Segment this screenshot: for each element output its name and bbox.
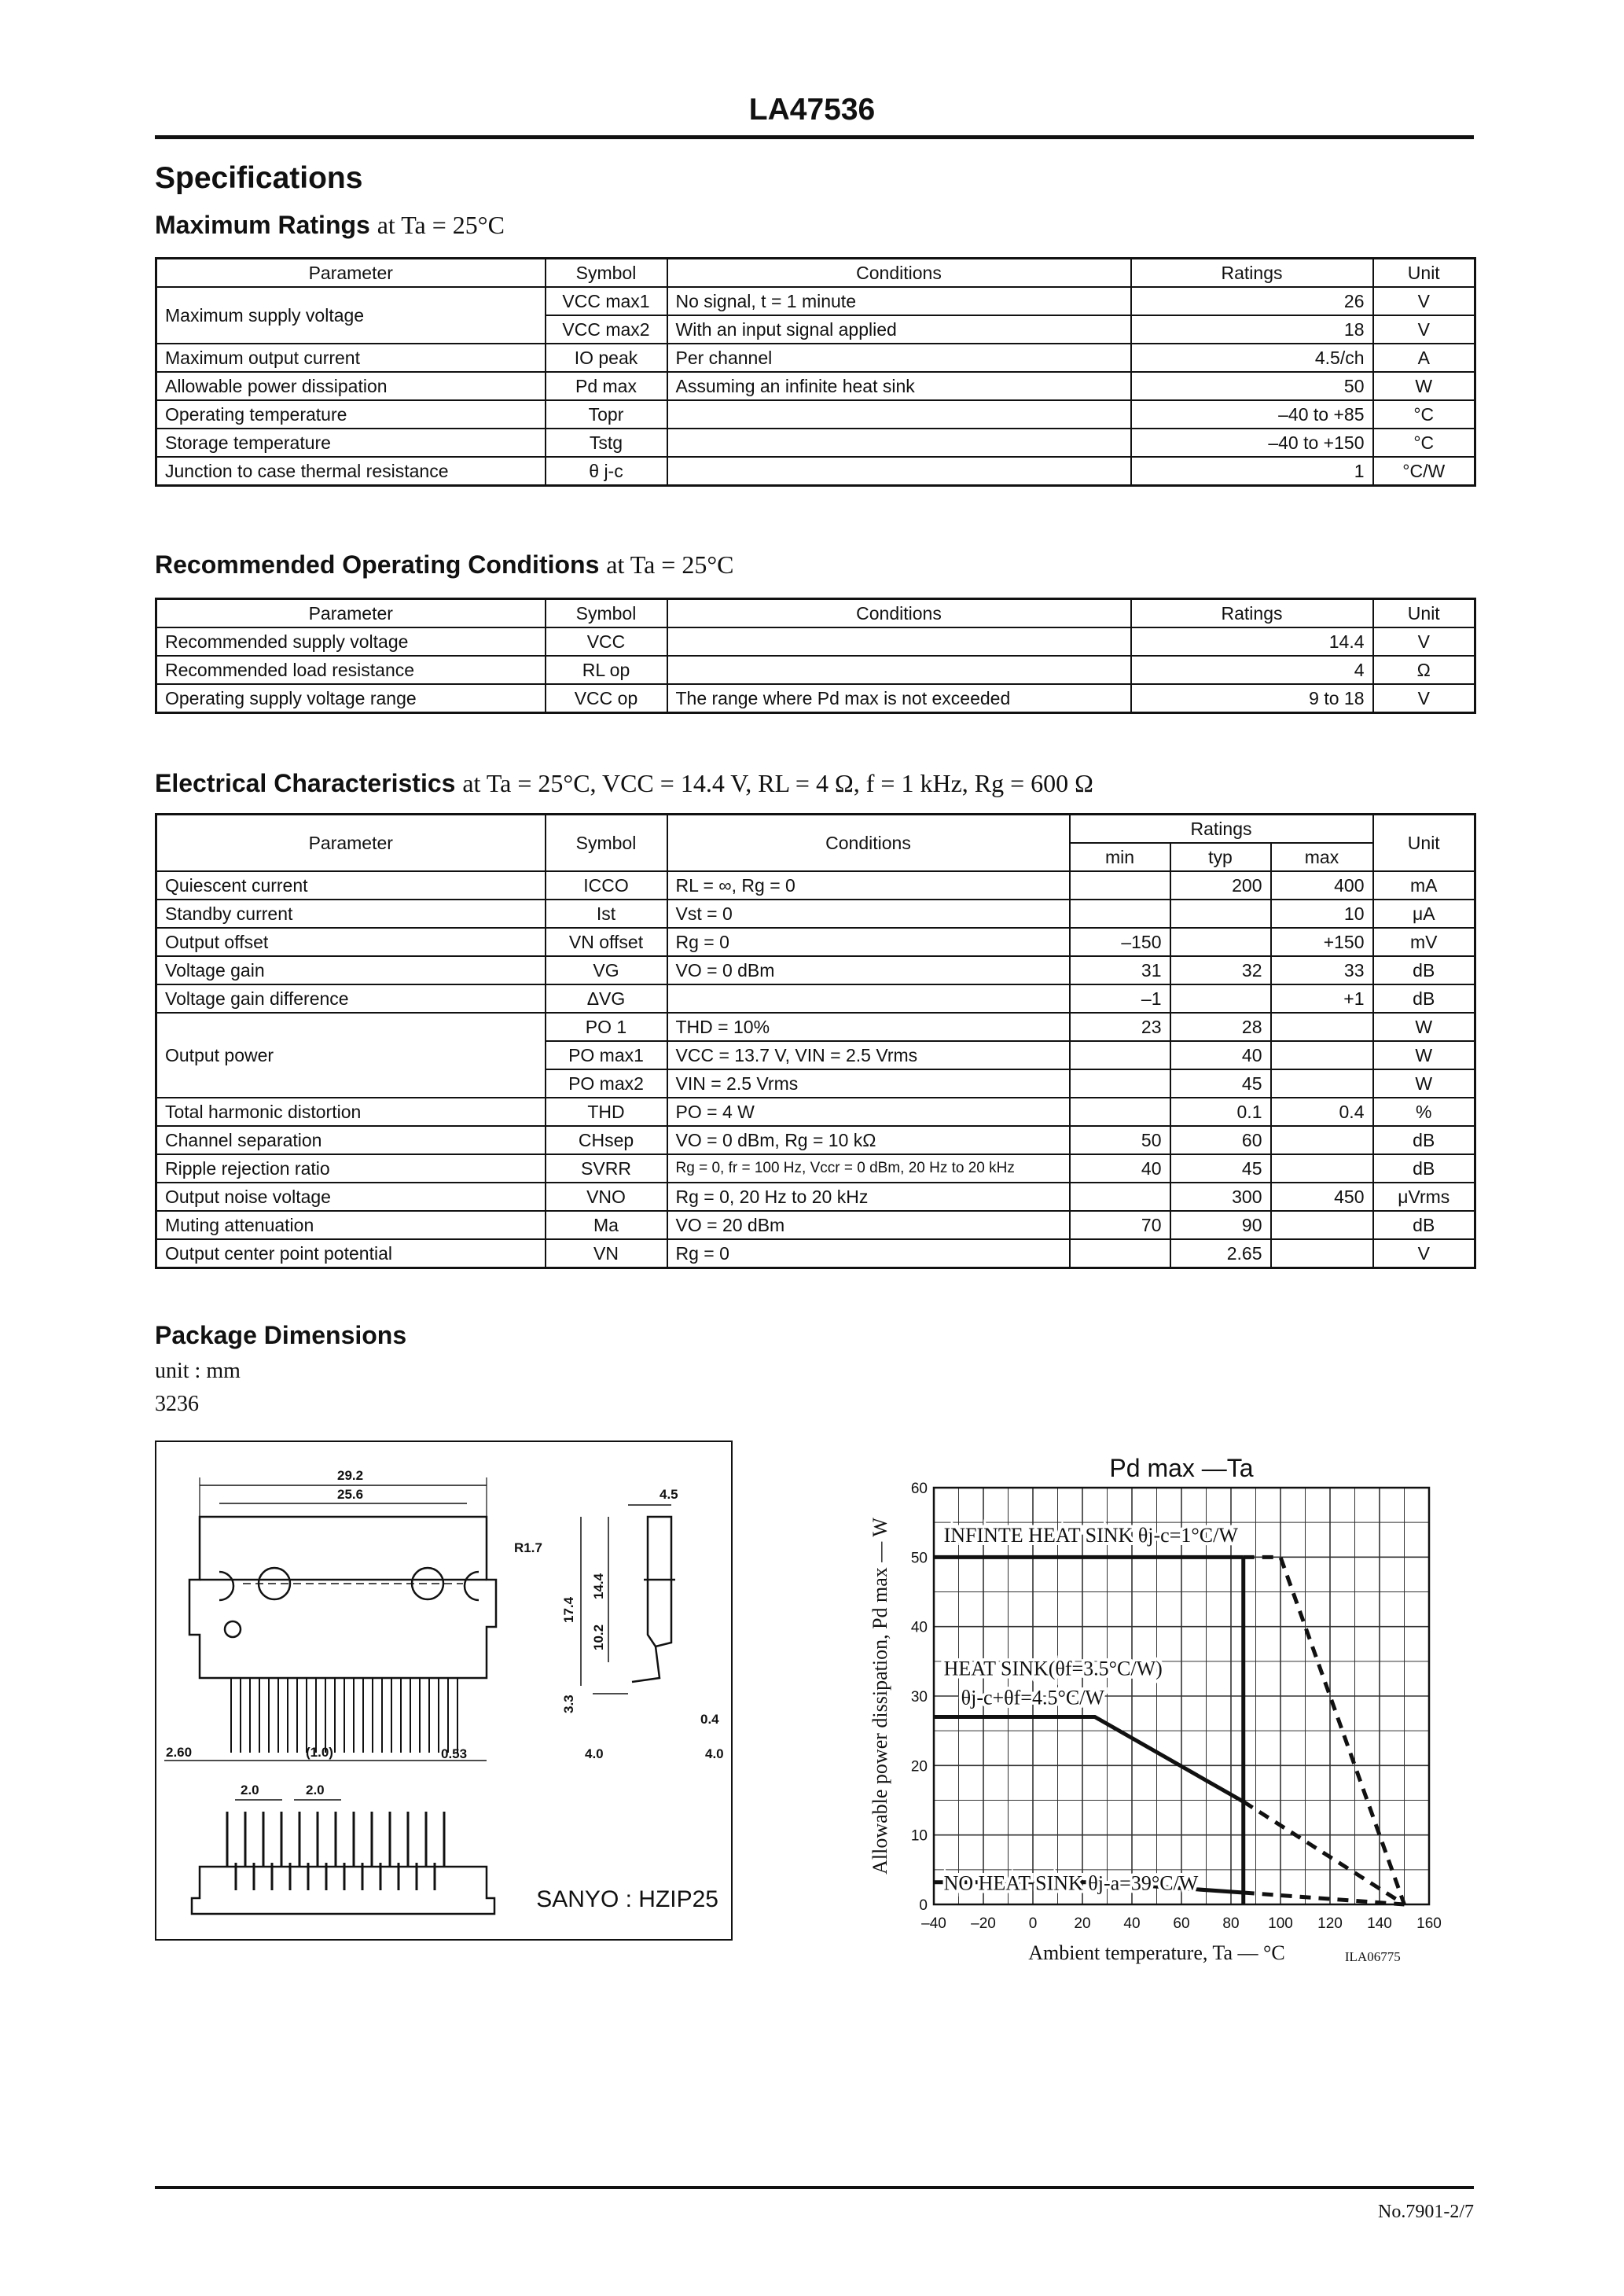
table-row [156, 372, 1475, 400]
dim-25-6: 25.6 [337, 1487, 364, 1502]
typ-cell: 200 [1170, 871, 1271, 900]
symbol-cell: PO max1 [546, 1041, 667, 1069]
ratings-cell: 4 [1131, 656, 1373, 684]
elec-header-unit: Unit [1373, 815, 1475, 872]
part-number: LA47536 [748, 93, 876, 127]
conditions-cell [667, 457, 1131, 486]
parameter-cell: Junction to case thermal resistance [156, 457, 546, 486]
chart-y-tick-label: 30 [910, 1689, 928, 1705]
min-cell: 40 [1070, 1154, 1170, 1183]
rec-header-cell: Conditions [667, 599, 1131, 628]
max-ratings-table [155, 257, 1476, 487]
conditions-cell [667, 984, 1070, 1013]
table-row [156, 1013, 1475, 1041]
ratings-cell: –40 to +150 [1131, 429, 1373, 457]
package-code: 3236 [155, 1392, 199, 1416]
symbol-cell [546, 429, 667, 457]
chart-y-axis-label: Allowable power dissipation, Pd max — W [869, 1518, 891, 1875]
unit-cell: dB [1373, 984, 1475, 1013]
typ-cell: 0.1 [1170, 1098, 1271, 1126]
symbol: RL [582, 659, 605, 680]
pd-max-chart [841, 1439, 1470, 1966]
min-cell: –150 [1070, 928, 1170, 956]
specifications-title: Specifications [155, 161, 363, 195]
unit-cell: V [1373, 684, 1475, 713]
package-body-outline [189, 1517, 496, 1678]
package-drawing-box [155, 1441, 733, 1941]
symbol-cell: ΔVG [546, 984, 667, 1013]
typ-cell [1170, 928, 1271, 956]
electrical-title: Electrical Characteristics [155, 769, 456, 797]
parameter-cell: Output offset [156, 928, 546, 956]
parameter-cell: Muting attenuation [156, 1211, 546, 1239]
max-ratings-heading [155, 211, 505, 240]
electrical-table [155, 813, 1476, 1269]
min-cell [1070, 1183, 1170, 1211]
parameter-cell: Output noise voltage [156, 1183, 546, 1211]
dim-4-5: 4.5 [660, 1487, 678, 1502]
table-row [156, 1239, 1475, 1268]
parameter-cell: Standby current [156, 900, 546, 928]
symbol-suffix: peak [598, 347, 638, 368]
table-row [156, 429, 1475, 457]
symbol: VCC [562, 290, 601, 311]
ratings-cell: 50 [1131, 372, 1373, 400]
typ-cell [1170, 900, 1271, 928]
min-cell: 50 [1070, 1126, 1170, 1154]
table-row [156, 656, 1475, 684]
conditions-cell: With an input signal applied [667, 315, 1131, 344]
max-cell: 400 [1271, 871, 1373, 900]
elec-header-conditions: Conditions [667, 815, 1070, 872]
symbol: IO [574, 347, 593, 368]
symbol-suffix: max1 [605, 290, 650, 311]
chart-x-tick-label: 140 [1367, 1915, 1392, 1932]
table-row [156, 457, 1475, 486]
symbol-cell: Ma [546, 1211, 667, 1239]
conditions-cell: VIN = 2.5 Vrms [667, 1069, 1070, 1098]
header-rule [155, 135, 1474, 139]
min-cell [1070, 871, 1170, 900]
unit-cell: V [1373, 287, 1475, 315]
symbol-cell [546, 372, 667, 400]
footer-rule [155, 2186, 1474, 2189]
max-header-cell: Conditions [667, 259, 1131, 288]
conditions-cell: VO = 0 dBm [667, 956, 1070, 984]
dim-3-3: 3.3 [561, 1694, 576, 1713]
symbol-cell [546, 400, 667, 429]
page-number: No.7901-2/7 [1378, 2202, 1474, 2222]
max-cell: 10 [1271, 900, 1373, 928]
unit-cell: mV [1373, 928, 1475, 956]
table-row [156, 344, 1475, 372]
min-cell: –1 [1070, 984, 1170, 1013]
conditions-cell: RL = ∞, Rg = 0 [667, 871, 1070, 900]
dim-2-60: 2.60 [166, 1745, 193, 1760]
unit-cell: Ω [1373, 656, 1475, 684]
chart-x-tick-label: 0 [1028, 1915, 1038, 1932]
unit-cell: dB [1373, 1211, 1475, 1239]
chart-code: ILA06775 [1344, 1949, 1401, 1964]
dim-0-4: 0.4 [700, 1712, 719, 1727]
chart-y-tick-label: 20 [910, 1758, 928, 1775]
recommended-condition: at Ta = 25°C [606, 550, 734, 579]
max-cell [1271, 1126, 1373, 1154]
chart-x-tick-label: –20 [971, 1915, 996, 1932]
conditions-cell: Rg = 0 [667, 928, 1070, 956]
typ-cell: 2.65 [1170, 1239, 1271, 1268]
max-header-cell: Symbol [546, 259, 667, 288]
min-cell: 23 [1070, 1013, 1170, 1041]
table-row [156, 900, 1475, 928]
conditions-cell: Rg = 0, fr = 100 Hz, Vccr = 0 dBm, 20 Hz to 20 kHz [667, 1154, 1070, 1183]
table-row [156, 1098, 1475, 1126]
dim-10-2: 10.2 [591, 1624, 606, 1650]
conditions-cell: Assuming an infinite heat sink [667, 372, 1131, 400]
typ-cell: 45 [1170, 1069, 1271, 1098]
symbol-cell: VN [546, 1239, 667, 1268]
min-cell [1070, 1098, 1170, 1126]
symbol-cell: PO max2 [546, 1069, 667, 1098]
parameter-cell: Operating temperature [156, 400, 546, 429]
max-ratings-condition: at Ta = 25°C [377, 211, 505, 239]
symbol: VCC [586, 631, 626, 652]
ratings-cell: 26 [1131, 287, 1373, 315]
conditions-cell: VO = 0 dBm, Rg = 10 kΩ [667, 1126, 1070, 1154]
unit-cell: W [1373, 1013, 1475, 1041]
chart-x-tick-label: 120 [1317, 1915, 1343, 1932]
parameter-cell: Maximum supply voltage [156, 287, 546, 344]
symbol-cell [546, 627, 667, 656]
symbol-cell: CHsep [546, 1126, 667, 1154]
typ-cell [1170, 984, 1271, 1013]
dim-1-0: (1.0) [306, 1745, 333, 1760]
dim-2-0-a: 2.0 [241, 1783, 259, 1797]
symbol: θ j-c [589, 460, 623, 481]
conditions-cell: Vst = 0 [667, 900, 1070, 928]
max-cell: 0.4 [1271, 1098, 1373, 1126]
parameter-cell: Quiescent current [156, 871, 546, 900]
parameter-cell: Channel separation [156, 1126, 546, 1154]
package-drawing-label: SANYO : HZIP25 [536, 1886, 718, 1912]
package-unit: unit : mm [155, 1359, 241, 1383]
conditions-cell: VCC = 13.7 V, VIN = 2.5 Vrms [667, 1041, 1070, 1069]
unit-cell: % [1373, 1098, 1475, 1126]
max-cell [1271, 1239, 1373, 1268]
rec-header-cell: Symbol [546, 599, 667, 628]
ratings-cell: 18 [1131, 315, 1373, 344]
unit-cell: °C [1373, 429, 1475, 457]
max-cell [1271, 1041, 1373, 1069]
symbol-cell [546, 457, 667, 486]
min-cell [1070, 1239, 1170, 1268]
dim-4-0-left: 4.0 [585, 1746, 604, 1761]
unit-cell: μVrms [1373, 1183, 1475, 1211]
rec-header-cell: Parameter [156, 599, 546, 628]
chart-series-label: HEAT SINK(θf=3.5°C/W) [943, 1657, 1163, 1680]
parameter-cell: Voltage gain difference [156, 984, 546, 1013]
chart-y-tick-label: 60 [910, 1481, 928, 1497]
ratings-cell: 4.5/ch [1131, 344, 1373, 372]
chart-x-tick-label: 160 [1416, 1915, 1442, 1932]
min-cell [1070, 1069, 1170, 1098]
unit-cell: μA [1373, 900, 1475, 928]
max-cell: 33 [1271, 956, 1373, 984]
ratings-cell: 9 to 18 [1131, 684, 1373, 713]
min-cell: 70 [1070, 1211, 1170, 1239]
conditions-cell: The range where Pd max is not exceeded [667, 684, 1131, 713]
conditions-cell [667, 627, 1131, 656]
elec-header-max: max [1271, 843, 1373, 871]
typ-cell: 45 [1170, 1154, 1271, 1183]
parameter-cell: Operating supply voltage range [156, 684, 546, 713]
conditions-cell: Per channel [667, 344, 1131, 372]
conditions-cell [667, 656, 1131, 684]
parameter-cell: Voltage gain [156, 956, 546, 984]
symbol-cell [546, 315, 667, 344]
dim-2-0-b: 2.0 [306, 1783, 325, 1797]
chart-x-tick-label: –40 [921, 1915, 946, 1932]
min-cell [1070, 900, 1170, 928]
table-row [156, 1211, 1475, 1239]
symbol-cell [546, 344, 667, 372]
parameter-cell: Output power [156, 1013, 546, 1098]
conditions-cell: No signal, t = 1 minute [667, 287, 1131, 315]
parameter-cell: Ripple rejection ratio [156, 1154, 546, 1183]
symbol: Pd max [575, 375, 637, 396]
max-cell [1271, 1069, 1373, 1098]
typ-cell: 90 [1170, 1211, 1271, 1239]
conditions-cell: Rg = 0, 20 Hz to 20 kHz [667, 1183, 1070, 1211]
elec-header-ratings: Ratings [1070, 815, 1373, 844]
chart-title: Pd max —Ta [1109, 1454, 1254, 1482]
symbol-cell: VN offset [546, 928, 667, 956]
table-row [156, 400, 1475, 429]
symbol-cell: VG [546, 956, 667, 984]
symbol-cell: Ist [546, 900, 667, 928]
symbol-cell [546, 656, 667, 684]
table-row [156, 871, 1475, 900]
elec-header-min: min [1070, 843, 1170, 871]
chart-y-tick-label: 50 [910, 1550, 928, 1567]
typ-cell: 300 [1170, 1183, 1271, 1211]
typ-cell: 28 [1170, 1013, 1271, 1041]
symbol-cell: SVRR [546, 1154, 667, 1183]
electrical-heading [155, 769, 1093, 798]
typ-cell: 32 [1170, 956, 1271, 984]
symbol-cell: PO 1 [546, 1013, 667, 1041]
symbol-cell [546, 287, 667, 315]
table-row [156, 287, 1475, 315]
table-row [156, 627, 1475, 656]
elec-header-typ: typ [1170, 843, 1271, 871]
electrical-condition: at Ta = 25°C, VCC = 14.4 V, RL = 4 Ω, f = 1 kHz, Rg = 600 Ω [462, 769, 1093, 797]
symbol-cell: ICCO [546, 871, 667, 900]
chart-series-label: θj-c+θf=4.5°C/W [961, 1686, 1104, 1709]
max-cell: +1 [1271, 984, 1373, 1013]
conditions-cell: Rg = 0 [667, 1239, 1070, 1268]
unit-cell: V [1373, 315, 1475, 344]
max-cell: 450 [1271, 1183, 1373, 1211]
dim-17-4: 17.4 [561, 1596, 576, 1623]
ratings-cell: –40 to +85 [1131, 400, 1373, 429]
unit-cell: W [1373, 372, 1475, 400]
symbol: VCC [562, 318, 601, 340]
symbol-suffix: op [609, 659, 630, 680]
package-drawing [156, 1442, 731, 1939]
symbol-suffix: op [617, 687, 638, 708]
unit-cell: °C [1373, 400, 1475, 429]
parameter-cell: Total harmonic distortion [156, 1098, 546, 1126]
conditions-cell: PO = 4 W [667, 1098, 1070, 1126]
unit-cell: V [1373, 627, 1475, 656]
parameter-cell: Storage temperature [156, 429, 546, 457]
symbol-cell [546, 684, 667, 713]
typ-cell: 40 [1170, 1041, 1271, 1069]
dim-0-53: 0.53 [441, 1746, 468, 1761]
chart-series-label: NO HEAT SINK θj-a=39°C/W [943, 1871, 1199, 1895]
dim-r1-7: R1.7 [514, 1540, 542, 1555]
package-title: Package Dimensions [155, 1321, 407, 1349]
conditions-cell [667, 429, 1131, 457]
ratings-cell: 14.4 [1131, 627, 1373, 656]
recommended-table [155, 598, 1476, 714]
table-row [156, 1126, 1475, 1154]
max-cell [1271, 1211, 1373, 1239]
chart-x-tick-label: 60 [1173, 1915, 1190, 1932]
elec-header-symbol: Symbol [546, 815, 667, 872]
symbol-cell: THD [546, 1098, 667, 1126]
symbol-suffix: max2 [605, 318, 650, 340]
unit-cell: mA [1373, 871, 1475, 900]
parameter-cell: Allowable power dissipation [156, 372, 546, 400]
parameter-cell: Maximum output current [156, 344, 546, 372]
recommended-heading [155, 550, 733, 580]
chart-x-tick-label: 40 [1123, 1915, 1141, 1932]
symbol: Tstg [589, 432, 623, 453]
symbol-cell: VNO [546, 1183, 667, 1211]
chart-x-axis-label: Ambient temperature, Ta — °C [1028, 1941, 1285, 1964]
unit-cell: dB [1373, 1154, 1475, 1183]
chart-x-tick-label: 20 [1074, 1915, 1091, 1932]
table-row [156, 684, 1475, 713]
max-header-cell: Ratings [1131, 259, 1373, 288]
rec-header-cell: Ratings [1131, 599, 1373, 628]
conditions-cell: THD = 10% [667, 1013, 1070, 1041]
unit-cell: W [1373, 1069, 1475, 1098]
parameter-cell: Recommended load resistance [156, 656, 546, 684]
chart-x-tick-label: 80 [1222, 1915, 1240, 1932]
ratings-cell: 1 [1131, 457, 1373, 486]
recommended-title: Recommended Operating Conditions [155, 550, 600, 579]
table-row [156, 956, 1475, 984]
unit-cell: V [1373, 1239, 1475, 1268]
unit-cell: dB [1373, 1126, 1475, 1154]
parameter-cell: Output center point potential [156, 1239, 546, 1268]
table-row [156, 1154, 1475, 1183]
table-row [156, 928, 1475, 956]
symbol: Topr [588, 403, 624, 425]
unit-cell: °C/W [1373, 457, 1475, 486]
max-header-cell: Unit [1373, 259, 1475, 288]
table-row [156, 1183, 1475, 1211]
dim-14-4: 14.4 [591, 1573, 606, 1599]
min-cell: 31 [1070, 956, 1170, 984]
chart-series-label: INFINTE HEAT SINK θj-c=1°C/W [943, 1523, 1238, 1547]
table-row [156, 984, 1475, 1013]
chart-y-tick-label: 0 [919, 1897, 928, 1914]
typ-cell: 60 [1170, 1126, 1271, 1154]
rec-header-cell: Unit [1373, 599, 1475, 628]
chart-x-tick-label: 100 [1268, 1915, 1293, 1932]
dim-4-0-right: 4.0 [705, 1746, 724, 1761]
parameter-cell: Recommended supply voltage [156, 627, 546, 656]
unit-cell: dB [1373, 956, 1475, 984]
elec-header-parameter: Parameter [156, 815, 546, 872]
max-cell [1271, 1013, 1373, 1041]
conditions-cell: VO = 20 dBm [667, 1211, 1070, 1239]
chart-y-tick-label: 10 [910, 1827, 928, 1845]
max-cell [1271, 1154, 1373, 1183]
max-cell: +150 [1271, 928, 1373, 956]
conditions-cell [667, 400, 1131, 429]
min-cell [1070, 1041, 1170, 1069]
chart-series-line [934, 1717, 1244, 1802]
dim-29-2: 29.2 [337, 1468, 364, 1483]
unit-cell: W [1373, 1041, 1475, 1069]
unit-cell: A [1373, 344, 1475, 372]
max-ratings-title: Maximum Ratings [155, 211, 370, 239]
max-header-cell: Parameter [156, 259, 546, 288]
symbol: VCC [574, 687, 613, 708]
chart-y-tick-label: 40 [910, 1619, 928, 1636]
